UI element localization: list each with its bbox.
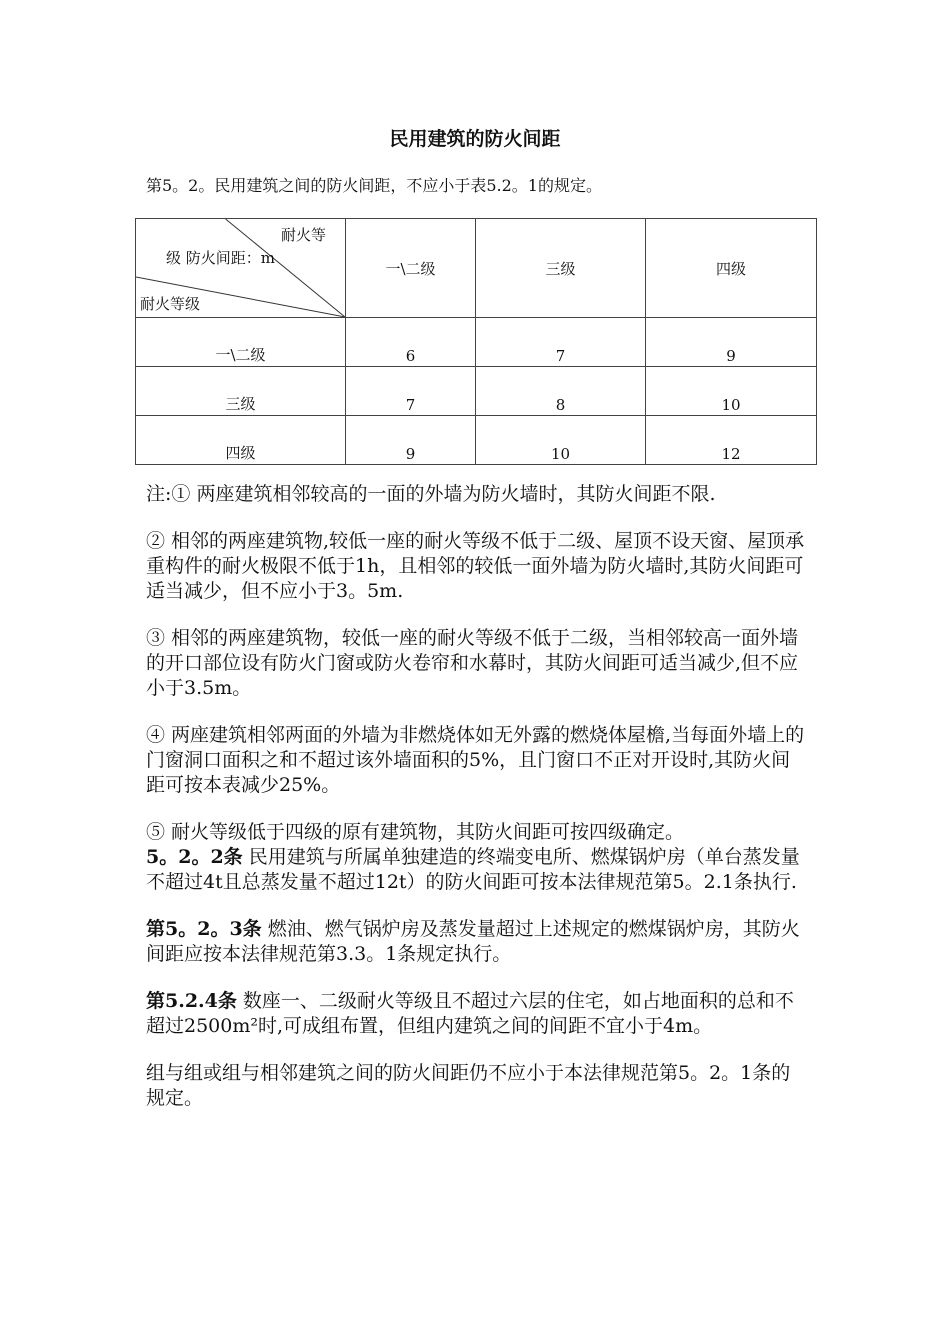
diagonal-header-cell [136, 219, 346, 318]
table-cell: 6 [346, 318, 476, 367]
article-label: 第5。2。3条 [146, 918, 262, 940]
row-header: 一\二级 [136, 318, 346, 367]
table-header-row [136, 219, 817, 318]
note-2: ② 相邻的两座建筑物,较低一座的耐火等级不低于二级、屋顶不设天窗、屋顶承重构件的耐火极限不低于1h，且相邻的较低一面外墙为防火墙时,其防火间距可适当减少，但不应小于3。5m. [146, 530, 805, 602]
column-header: 一\二级 [346, 219, 476, 318]
article-text: 燃油、燃气锅炉房及蒸发量超过上述规定的燃煤锅炉房，其防火间距应按本法律规范第3.3。1条规定执行。 [146, 918, 800, 965]
article-5-2-2 [146, 845, 808, 895]
page-title: 民用建筑的防火间距 [389, 128, 561, 150]
column-header: 三级 [476, 219, 646, 318]
notes-section [146, 482, 808, 1133]
note-4: ④ 两座建筑相邻两面的外墙为非燃烧体如无外露的燃烧体屋檐,当每面外墙上的门窗洞口面积之和不超过该外墙面积的5%，且门窗口不正对开设时,其防火间距可按本表减少25%。 [146, 724, 805, 796]
table-cell: 9 [346, 416, 476, 465]
article-label: 第5.2.4条 [146, 990, 237, 1012]
closing-paragraph: 组与组或组与相邻建筑之间的防火间距仍不应小于本法律规范第5。2。1条的规定。 [146, 1062, 791, 1109]
article-label: 5。2。2条 [146, 846, 243, 868]
article-text: 民用建筑与所属单独建造的终端变电所、燃煤锅炉房（单台蒸发量不超过4t且总蒸发量不超过12t）的防火间距可按本法律规范第5。2.1条执行. [146, 846, 800, 893]
note-3: ③ 相邻的两座建筑物，较低一座的耐火等级不低于二级，当相邻较高一面外墙的开口部位设有防火门窗或防火卷帘和水幕时，其防火间距可适当减少,但不应小于3.5m。 [146, 627, 799, 699]
corner-label-top: 耐火等 [281, 226, 327, 244]
note-5: ⑤ 耐火等级低于四级的原有建筑物，其防火间距可按四级确定。 [146, 821, 685, 843]
table-cell: 8 [476, 367, 646, 416]
intro-paragraph: 第5。2。民用建筑之间的防火间距，不应小于表5.2。1的规定。 [146, 176, 602, 195]
row-header: 四级 [136, 416, 346, 465]
table-cell: 7 [476, 318, 646, 367]
table-row [136, 416, 817, 465]
table-cell: 10 [646, 367, 817, 416]
note-1: 注:① 两座建筑相邻较高的一面的外墙为防火墙时，其防火间距不限. [146, 483, 716, 505]
table-row [136, 367, 817, 416]
table-cell: 10 [476, 416, 646, 465]
column-header: 四级 [646, 219, 817, 318]
article-5-2-4 [146, 989, 808, 1039]
corner-label-mid: 级 防火间距：m [166, 249, 275, 267]
table-cell: 9 [646, 318, 817, 367]
fire-distance-table [135, 218, 817, 465]
corner-label-bottom: 耐火等级 [140, 295, 201, 313]
table-cell: 7 [346, 367, 476, 416]
table-row [136, 318, 817, 367]
row-header: 三级 [136, 367, 346, 416]
article-text: 数座一、二级耐火等级且不超过六层的住宅，如占地面积的总和不超过2500m²时,可成组布置，但组内建筑之间的间距不宜小于4m。 [146, 990, 794, 1037]
article-5-2-3 [146, 917, 808, 967]
table-cell: 12 [646, 416, 817, 465]
